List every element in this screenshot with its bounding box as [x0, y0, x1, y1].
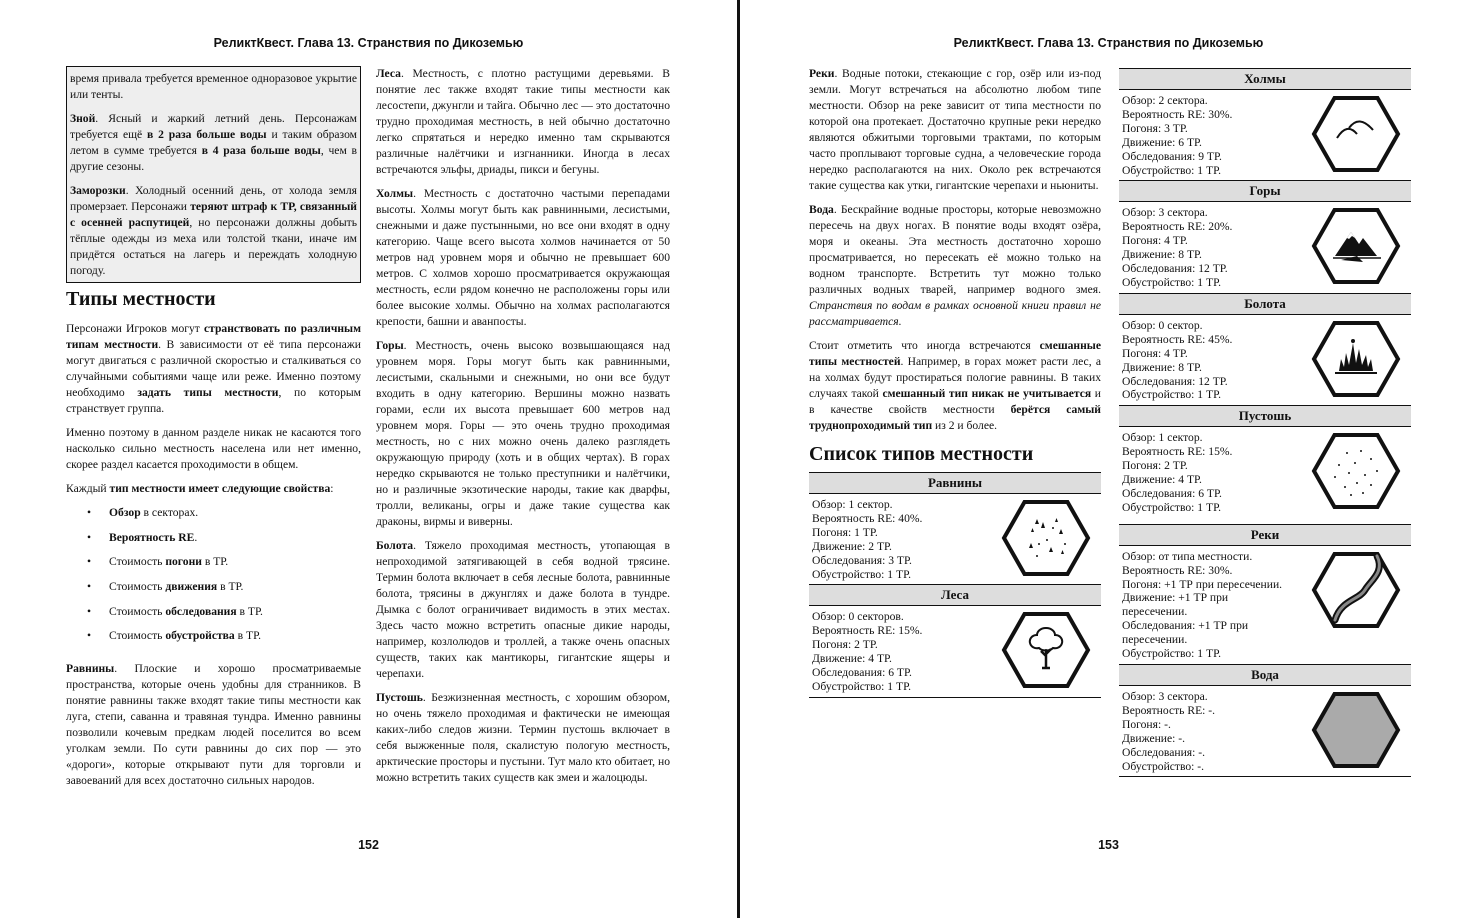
terrain-card-hills: [1119, 68, 1411, 180]
list-item: • Стоимость движения в ТР.: [66, 579, 361, 604]
terrain-card-plains: [809, 472, 1101, 584]
card-title: Реки: [1119, 525, 1411, 546]
running-header: РеликтКвест. Глава 13. Странствия по Дикоземью: [213, 36, 524, 50]
wasteland-icon: [1311, 431, 1401, 511]
list-item: • Стоимость обустройства в ТР.: [66, 628, 361, 653]
card-title: Вода: [1119, 665, 1411, 686]
card-title: Горы: [1119, 181, 1411, 202]
card-body: Обзор: 1 сектор. Вероятность RE: 40%. Погоня: 1 ТР. Движение: 2 ТР. Обследования: 3 ТР. Обустройство: 1 ТР.: [809, 494, 1101, 584]
terrain-card-wasteland: [1119, 405, 1411, 517]
card-title: Леса: [809, 585, 1101, 606]
properties-list: [66, 505, 361, 653]
page-number: 152: [358, 838, 379, 852]
mountain-icon: [1311, 206, 1401, 286]
left-page: [0, 0, 737, 918]
forests-paragraph: Леса. Местность, с плотно растущими деревьями. В понятие лес также входят такие типы местности как лесостепи, джунгли и тайга. Обычно лес — это достаточно трудно проходимая местность, в ней обычно достаточно легко спрятаться и нередко именно там скрываются различные налётчики и изгнанники. Иногда в лесах встречаются эльфы, дриады, пикси и бегуны.: [376, 67, 670, 176]
wasteland-paragraph: Пустошь. Безжизненная местность, с хорошим обзором, но очень тяжело проходимая и фактически не имеющая каких-либо следов жизни. Термин пустошь включает в себя выжженные поля, скалистую пологую местность, арктические просторы и пустыни. Тут мало кто обитает, но можно встретить таких существ как змеи и жалоцюды.: [376, 691, 670, 784]
page-number: 153: [1098, 838, 1119, 852]
terrain-card-swamps: [1119, 293, 1411, 405]
card-body: Обзор: 3 сектора. Вероятность RE: -. Погоня: -. Движение: -. Обследования: -. Обустройство: -.: [1119, 686, 1411, 776]
terrain-card-mountains: [1119, 180, 1411, 292]
intro-paragraph: Персонажи Игроков могут странствовать по различным типам местности. В зависимости от её типа персонажи могут двигаться с различной скоростью и сталкиваться со случайными событиями чаще или реже. Именно поэтому необходимо задать типы местности, по которым странствует группа.: [66, 322, 361, 415]
swamp-icon: [1311, 319, 1401, 399]
card-title: Пустошь: [1119, 406, 1411, 427]
card-title: Болота: [1119, 294, 1411, 315]
water-icon: [1311, 690, 1401, 770]
mixed-paragraph: Стоит отметить что иногда встречаются смешанные типы местностей. Например, в горах может расти лес, а на холмах будут простираться пологие равнины. В таких случаях такой смешанный тип никак не учитывается и в качестве свойств местности берётся самый труднопроходимый тип из 2 и более.: [809, 339, 1101, 432]
water-paragraph: Вода. Бескрайние водные просторы, которые невозможно пересечь на двух ногах. В понятие воды входят озёра, моря и океаны. Эта местность достаточно хорошо просматривается, но пересекать её можно только на водном транспорте. Встретить тут можно только различных водных тварей, например водного змея. Странствия по водам в рамках основной книги правил не рассматривается.: [809, 203, 1101, 328]
card-body: Обзор: 0 сектор. Вероятность RE: 45%. Погоня: 4 ТР. Движение: 8 ТР. Обследования: 12 ТР. Обустройство: 1 ТР.: [1119, 315, 1411, 405]
card-body: Обзор: от типа местности. Вероятность RE: 30%. Погоня: +1 ТР при пересечении. Движение: +1 ТР при пересечении. Обследования: +1 ТР при пересечении. Обустройство: 1 ТР.: [1119, 546, 1411, 664]
right-column-2: [1119, 68, 1411, 777]
weather-box: [66, 66, 361, 283]
left-column-2: [376, 66, 670, 794]
list-title: Список типов местности: [809, 443, 1034, 465]
intro-paragraph-3: Каждый тип местности имеет следующие свойства:: [66, 482, 334, 495]
hills-icon: [1311, 94, 1401, 174]
plains-paragraph: Равнины. Плоские и хорошо просматриваемые пространства, которые очень удобны для странников. В понятие равнины также входят такие типы местности как луга, степи, саванна и травяная тундра. Именно равнины позволили кочевым предкам людей поселится во всем уголкам земли. По сути равнины до сих пор — это «дороги», которые открывают пути для торговли и завоеваний для всех достаточно сильных народов.: [66, 662, 361, 788]
tree-icon: [1001, 610, 1091, 690]
right-column-1: [809, 66, 1101, 698]
card-body: Обзор: 3 сектора. Вероятность RE: 20%. Погоня: 4 ТР. Движение: 8 ТР. Обследования: 12 ТР. Обустройство: 1 ТР.: [1119, 202, 1411, 292]
left-column-1: [66, 66, 361, 797]
river-icon: [1311, 550, 1401, 630]
box-paragraph: время привала требуется временное одноразовое укрытие или тенты.: [70, 72, 357, 101]
card-title: Холмы: [1119, 69, 1411, 90]
box-paragraph-frost: Заморозки. Холодный осенний день, от холода земля промерзает. Персонажи теряют штраф к ТР, связанный с осенней распутицей, но персонажи должны добыть тёплые одежды из меха или толстой ткани, иначе им придётся остаться на лагерь и переждать холодную погоду.: [70, 184, 357, 277]
terrain-card-rivers: [1119, 524, 1411, 664]
intro-paragraph-2: Именно поэтому в данном разделе никак не касаются того насколько сильно местность населена или нет именно, скорее раздел касается проходимости в общем.: [66, 426, 361, 471]
box-paragraph-heat: Зной. Ясный и жаркий летний день. Персонажам требуется ещё в 2 раза больше воды и таким образом летом в сумме требуется в 4 раза больше воды, чем в другие сезоны.: [70, 112, 357, 173]
terrain-card-forests: [809, 584, 1101, 697]
list-item: • Стоимость погони в ТР.: [66, 554, 361, 579]
card-title: Равнины: [809, 473, 1101, 494]
section-title: Типы местности: [66, 288, 216, 310]
right-page: [740, 0, 1476, 918]
plains-icon: [1001, 498, 1091, 578]
swamps-paragraph: Болота. Тяжело проходимая местность, утопающая в непроходимой затягивающей в себя водной трясине. Термин болота включает в себя лесные болота, равнинные болота, трясины в джунглях и даже болота в тундре. Дымка с болот ограничивает видимость в этих местах. Здесь часто можно встретить опасные дикие народы, например, козлолюдов и троллей, а также очень опасных существ, таких как мантикоры, гигантские ящеры и черепахи.: [376, 539, 670, 680]
card-body: Обзор: 0 секторов. Вероятность RE: 15%. Погоня: 2 ТР. Движение: 4 ТР. Обследования: 6 ТР. Обустройство: 1 ТР.: [809, 606, 1101, 696]
list-item: • Вероятность RE.: [66, 530, 361, 555]
mountains-paragraph: Горы. Местность, очень высоко возвышающаяся над уровнем моря. Горы могут быть как равнинными, лесистыми, скальными и снежными, но они все будут входить в одну категорию. Вершины можно назвать горами, если их высота превышает 600 метров над уровнем моря. Горы — это очень трудно проходимая местность, но с них можно очень далеко разглядеть окружающую природу (хоть и в общих чертах). В горах нередко скрываются не только преступники и налётчики, но и различные экзотические народы, такие как дварфы, тролли, великаны, огры и даже такие существа как драконы, вирмы и виверны.: [376, 339, 670, 528]
running-header: РеликтКвест. Глава 13. Странствия по Дикоземью: [953, 36, 1264, 50]
card-body: Обзор: 1 сектор. Вероятность RE: 15%. Погоня: 2 ТР. Движение: 4 ТР. Обследования: 6 ТР. Обустройство: 1 ТР.: [1119, 427, 1411, 517]
list-item: • Стоимость обследования в ТР.: [66, 604, 361, 629]
rivers-paragraph: Реки. Водные потоки, стекающие с гор, озёр или из-под земли. Могут встречаться на абсолютно любом типе местности. Обзор на реке зависит от типа местности по которой она протекает. Достаточно крупные реки нередко являются обжитыми торговыми трактами, по которым часто проплывают торговые судна, а человеческие города нередко располагаются на них. Около рек встречаются такие существа как утки, гигантские черепахи и ньюниты.: [809, 67, 1101, 192]
list-item: • Обзор в секторах.: [66, 505, 361, 530]
hills-paragraph: Холмы. Местность с достаточно частыми перепадами высоты. Холмы могут быть как равнинными, лесистыми, снежными и даже пустынными, но все они входят в одну категорию. Чаще всего высота холмов начинается от 50 метров над уровнем моря и обычно не превышает 600 метров. С холмов хорошо просматривается окружающая местность, если рядом конечно не расположены горы или более высокие холмы. Обычно на холмах располагаются крепости, башни и аванпосты.: [376, 187, 670, 328]
card-body: Обзор: 2 сектора. Вероятность RE: 30%. Погоня: 3 ТР. Движение: 6 ТР. Обследования: 9 ТР. Обустройство: 1 ТР.: [1119, 90, 1411, 180]
terrain-card-water: [1119, 664, 1411, 777]
